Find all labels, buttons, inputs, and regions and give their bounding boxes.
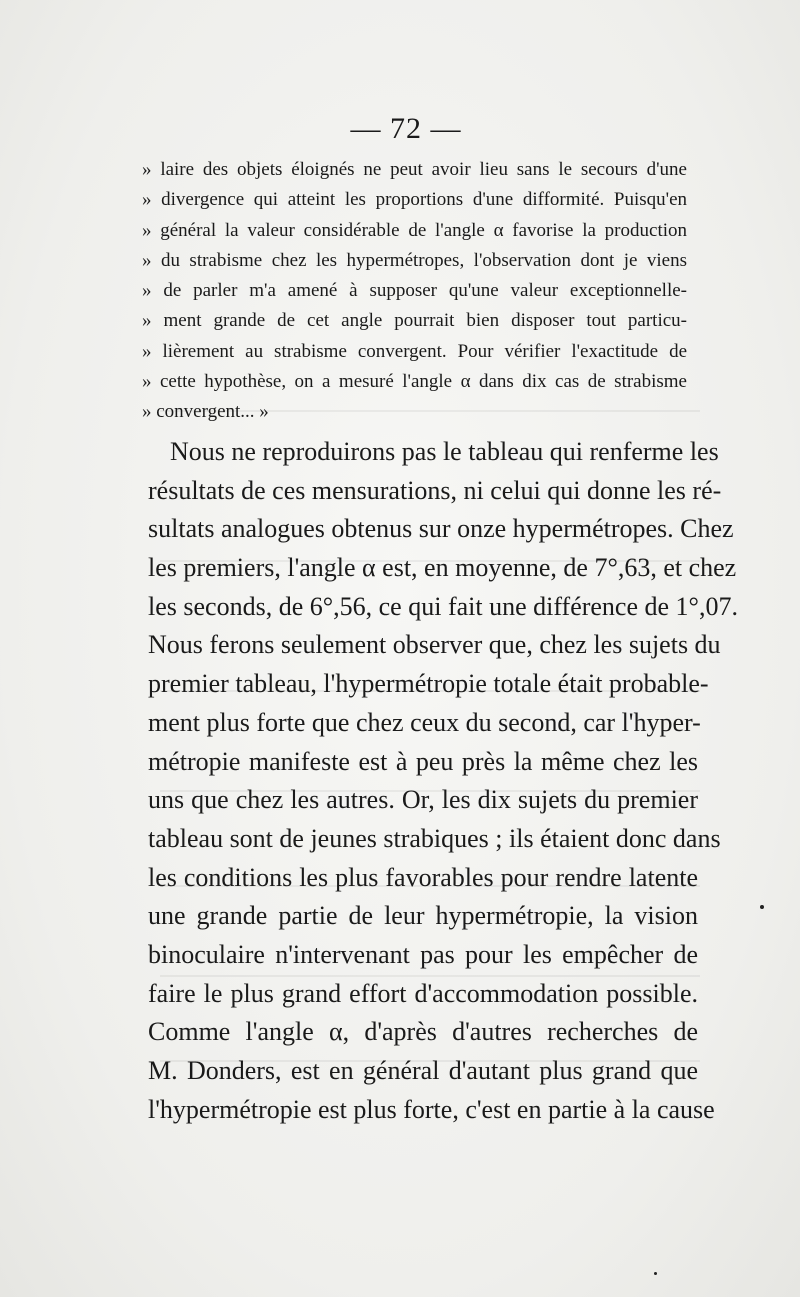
body-line: M. Donders, est en général d'autant plus grand que: [148, 1056, 698, 1085]
quote-line: » cette hypothèse, on a mesuré l'angle α dans dix cas de strabisme: [142, 371, 687, 393]
body-line: résultats de ces mensurations, ni celui qui donne les ré-: [148, 475, 722, 505]
quote-line: » lièrement au strabisme convergent. Pour vérifier l'exactitude de: [142, 340, 687, 362]
body-line: Nous ferons seulement observer que, chez les sujets du: [148, 630, 721, 660]
quoted-passage: [142, 155, 687, 428]
body-line: les conditions les plus favorables pour rendre latente: [148, 862, 698, 892]
body-line: métropie manifeste est à peu près la même chez les: [148, 746, 698, 776]
body-line: faire le plus grand effort d'accommodation possible.: [148, 978, 698, 1008]
quote-line: » du strabisme chez les hypermétropes, l'observation dont je viens: [142, 249, 687, 271]
body-line: Comme l'angle α, d'après d'autres recherches de: [148, 1017, 698, 1047]
body-line: tableau sont de jeunes strabiques ; ils étaient donc dans: [148, 823, 721, 853]
body-line: Nous ne reproduirons pas le tableau qui renferme les: [170, 437, 719, 466]
body-line: les seconds, de 6°,56, ce qui fait une différence de 1°,07.: [148, 591, 738, 621]
body-line: binoculaire n'intervenant pas pour les empêcher de: [148, 939, 698, 969]
quote-line: » divergence qui atteint les proportions d'une difformité. Puisqu'en: [142, 189, 687, 211]
body-line: une grande partie de leur hypermétropie, la vision: [148, 901, 698, 931]
ink-speck: [760, 905, 764, 909]
quote-line: » ment grande de cet angle pourrait bien disposer tout particu-: [142, 310, 687, 332]
body-line: l'hypermétropie est plus forte, c'est en partie à la cause: [148, 1094, 715, 1124]
quote-line: » de parler m'a amené à supposer qu'une valeur exceptionnelle-: [142, 280, 687, 302]
body-line: premier tableau, l'hypermétropie totale était probable-: [148, 669, 709, 699]
ink-speck: [654, 1272, 657, 1275]
quote-line: » général la valeur considérable de l'angle α favorise la production: [142, 219, 687, 241]
body-line: uns que chez les autres. Or, les dix sujets du premier: [148, 785, 698, 815]
page-number: — 72 —: [350, 112, 462, 145]
body-line: sultats analogues obtenus sur onze hypermétropes. Chez: [148, 514, 734, 544]
body-line: les premiers, l'angle α est, en moyenne, de 7°,63, et chez: [148, 553, 737, 583]
quote-line: » laire des objets éloignés ne peut avoir lieu sans le secours d'une: [142, 159, 687, 180]
quote-line: » convergent... »: [142, 401, 269, 423]
body-line: ment plus forte que chez ceux du second, car l'hyper-: [148, 707, 701, 737]
body-paragraph: [148, 433, 738, 1129]
